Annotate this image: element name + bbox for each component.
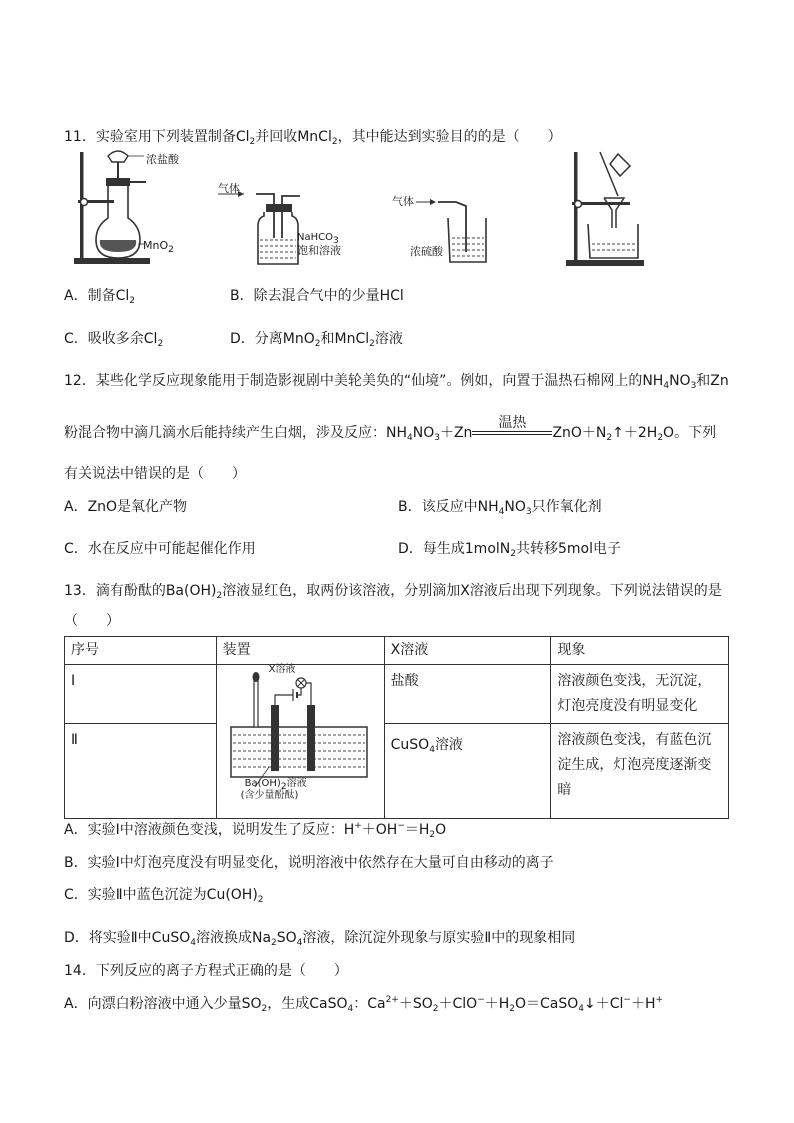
q12-option-b[interactable]: B．该反应中$NH_4NO_3$只作氧化剂 (398, 499, 602, 517)
header-phenomenon: 现象 (551, 637, 729, 665)
table-header-row (65, 637, 729, 665)
q13-option-c[interactable]: C．实验Ⅱ中蓝色沉淀为$Cu(OH)_2$ (64, 887, 264, 905)
row2-phenomenon: 溶液颜色变浅，有蓝色沉淀生成，灯泡亮度逐渐变暗 (551, 724, 729, 819)
label-nahco3: NaHCO$_3$ (297, 232, 339, 246)
q13-option-b[interactable]: B．实验Ⅰ中灯泡亮度没有明显变化，说明溶液中依然存在大量可自由移动的离子 (64, 855, 554, 871)
q11-option-b[interactable]: B．除去混合气中的少量HCl (230, 288, 404, 304)
row2-x-solution: CuSO$_4$溶液 (384, 724, 551, 819)
label-conc-hcl: 浓盐酸 (146, 153, 179, 166)
row1-phenomenon: 溶液颜色变浅，无沉淀，灯泡亮度没有明显变化 (551, 665, 729, 724)
q12-stem-line3: 有关说法中错误的是（ ） (64, 466, 246, 482)
q14-stem: 14．下列反应的离子方程式正确的是（ ） (64, 963, 348, 979)
label-gas-1: 气体 (218, 182, 240, 195)
q13-table (64, 636, 729, 819)
q12-stem-line2: 粉混合物中滴几滴水后能持续产生白烟，涉及反应：$NH_4NO_3+Zn$ 温热 $ZnO+N_2↑+2H_2O$。下列 (64, 415, 716, 451)
label-x-solution: X溶液 (268, 664, 296, 675)
row2-no: Ⅱ (65, 724, 217, 819)
reaction-equals-sign: 温热 (472, 415, 552, 451)
q11-option-c[interactable]: C．吸收多余$Cl_2$ (64, 331, 164, 349)
label-phenolphthalein: (含少量酚酞) (240, 790, 299, 801)
apparatus-washing-bottle-figure (214, 188, 304, 268)
table-row (65, 724, 729, 819)
q13-option-d[interactable]: D．将实验Ⅱ中CuSO$_4$溶液换成$Na_2SO_4$溶液，除沉淀外现象与原实验Ⅱ中的现象相同 (64, 930, 576, 948)
apparatus-cell (216, 665, 384, 819)
q12-option-c[interactable]: C．水在反应中可能起催化作用 (64, 541, 256, 557)
header-x-solution: X溶液 (384, 637, 551, 665)
q12-option-a[interactable]: A．ZnO是氧化产物 (64, 499, 188, 515)
header-no: 序号 (65, 637, 217, 665)
q13-stem-line2: （ ） (64, 613, 120, 629)
q11-stem: 11．实验室用下列装置制备$Cl_2$并回收MnCl$_2$，其中能达到实验目的的是（ ） (64, 129, 562, 147)
row1-x-solution: 盐酸 (384, 665, 551, 724)
q13-stem-line1: 13．滴有酚酞的$Ba(OH)_2$溶液显红色，取两份该溶液，分别滴加X溶液后出现下列现象。下列说法错误的是 (64, 583, 722, 601)
q12-stem-line1: 12．某些化学反应现象能用于制造影视剧中美轮美奂的“仙境”。例如，向置于温热石棉网上的$NH_4NO_3$和Zn (64, 373, 729, 391)
q13-option-a[interactable]: A．实验Ⅰ中溶液颜色变浅，说明发生了反应：$H^++OH^-=H_2O$ (64, 821, 447, 840)
label-mno2: MnO$_2$ (143, 239, 174, 255)
header-apparatus: 装置 (216, 637, 384, 665)
row1-no: Ⅰ (65, 665, 217, 724)
label-saturated-solution: 饱和溶液 (297, 244, 341, 257)
apparatus-filtration-figure (560, 148, 660, 270)
table-row (65, 665, 729, 724)
q11-option-d[interactable]: D．分离MnO$_2$和MnCl$_2$溶液 (230, 331, 403, 349)
label-baoh2-solution: $Ba(OH)_2$溶液 (244, 778, 307, 792)
q11-option-a[interactable]: A．制备$Cl_2$ (64, 288, 135, 306)
q14-option-a[interactable]: A．向漂白粉溶液中通入少量$SO_2$，生成CaSO$_4$：$Ca^{2+}+SO_2+ClO^-+H_2O=CaSO_4↓+Cl^-+H^+$ (64, 995, 664, 1014)
label-gas-2: 气体 (392, 195, 414, 208)
q12-option-d[interactable]: D．每生成1molN$_2$共转移5mol电子 (398, 541, 621, 559)
label-conc-h2so4: 浓硫酸 (410, 245, 443, 258)
